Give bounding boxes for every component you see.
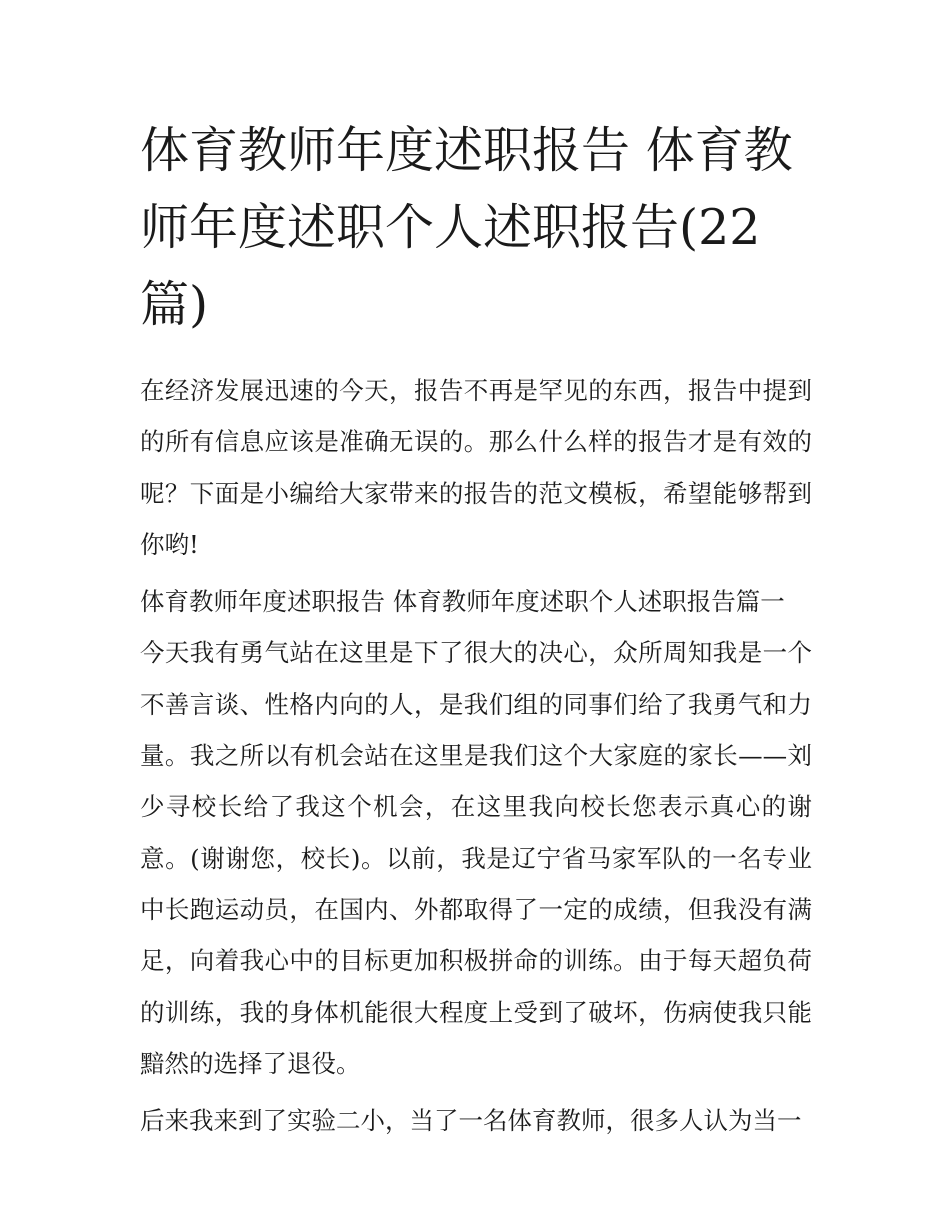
document-title: 体育教师年度述职报告 体育教师年度述职个人述职报告(22篇) bbox=[140, 122, 793, 333]
body-paragraph: 今天我有勇气站在这里是下了很大的决心，众所周知我是一个不善言谈、性格内向的人，是我们组的同事们给了我勇气和力量。我之所以有机会站在这里是我们这个大家庭的家长——刘少寻校长给了我这个机会，在这里我向校长您表示真心的谢意。(谢谢您，校长)。以前，我是辽宁省马家军队的一名专业中长跑运动员，在国内、外都取得了一定的成绩，但我没有满足，向着我心中的目标更加积极拼命的训练。由于每天超负荷的训练，我的身体机能很大程度上受到了破坏，伤病使我只能黯然的选择了退役。 bbox=[140, 638, 812, 1078]
intro-paragraph: 在经济发展迅速的今天，报告不再是罕见的东西，报告中提到的所有信息应该是准确无误的。那么什么样的报告才是有效的呢？下面是小编给大家带来的报告的范文模板，希望能够帮到你哟! bbox=[140, 376, 812, 559]
body-paragraph: 后来我来到了实验二小，当了一名体育教师，很多人认为当一 bbox=[140, 1106, 802, 1136]
section-heading: 体育教师年度述职报告 体育教师年度述职个人述职报告篇一 bbox=[140, 587, 785, 617]
document-page bbox=[140, 112, 812, 1146]
